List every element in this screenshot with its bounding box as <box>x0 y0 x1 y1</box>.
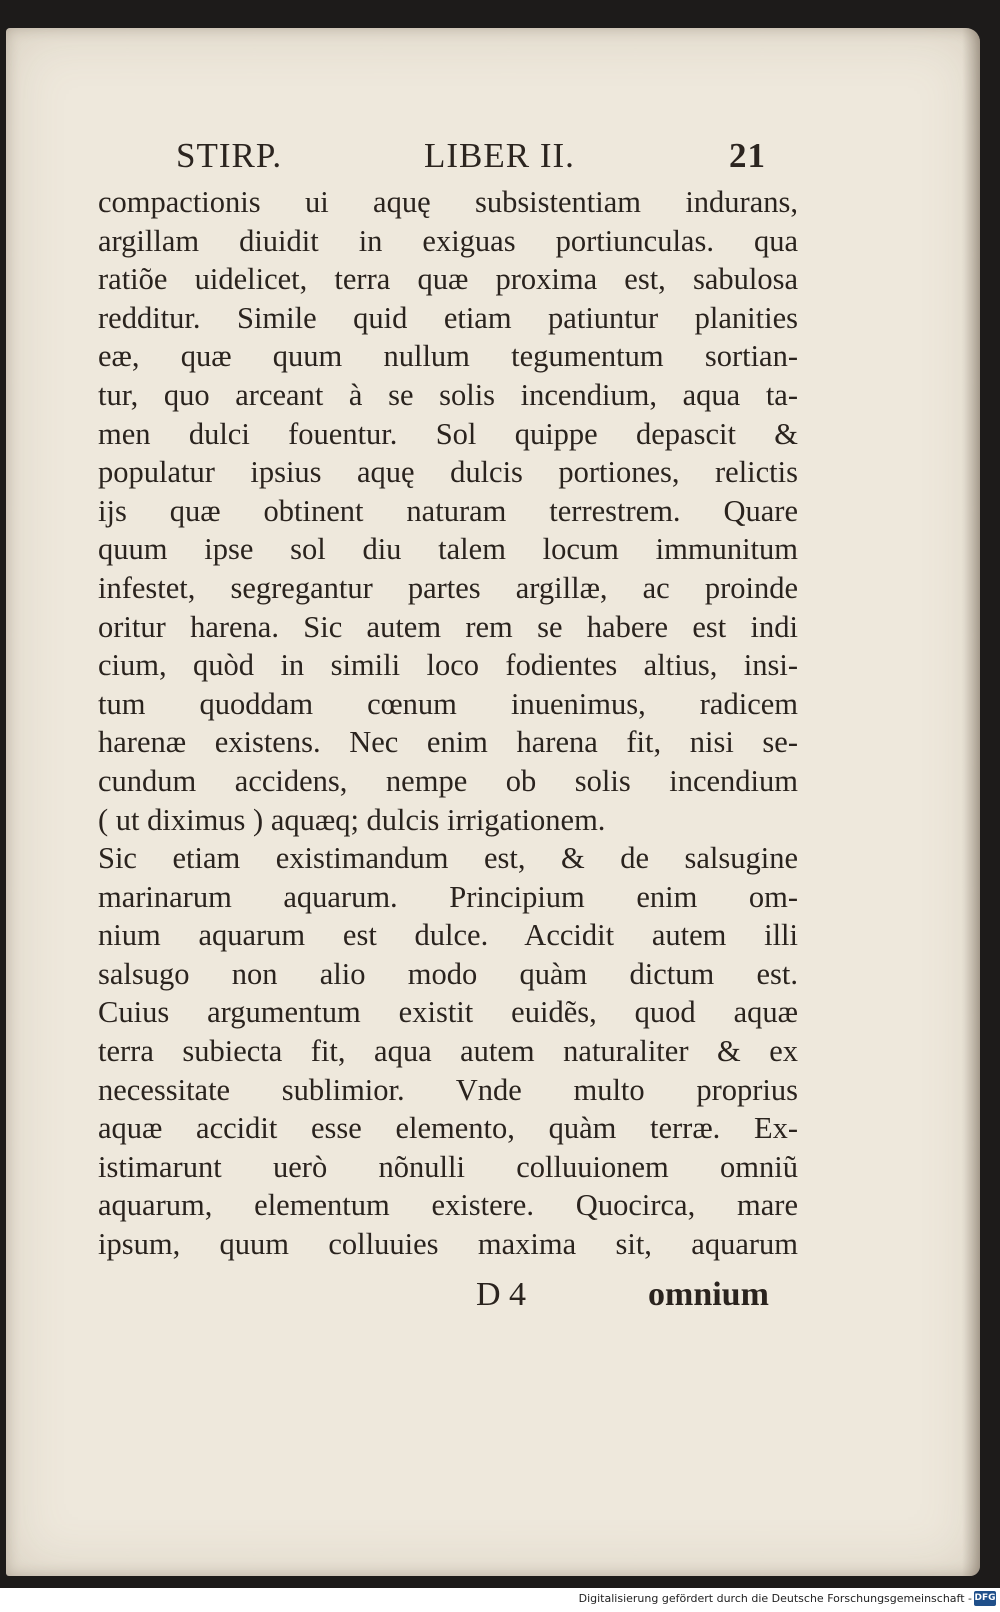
text-line: eæ, quæ quum nullum tegumentum sortian- <box>98 339 798 374</box>
text-line: ijs quæ obtinent naturam terrestrem. Quare <box>98 493 798 528</box>
text-line: cium, quòd in simili loco fodientes altius, insi- <box>98 648 798 683</box>
text-line: compactionis ui aquę subsistentiam indurans, <box>98 185 798 219</box>
credit-bar <box>0 1588 1000 1612</box>
text-line: ipsum, quum colluuies maxima sit, aquarum <box>98 1227 798 1262</box>
text-line: salsugo non alio modo quàm dictum est. <box>98 956 798 991</box>
text-line: harenæ existens. Nec enim harena fit, nisi se- <box>98 725 798 760</box>
text-line: istimarunt uerò nõnulli colluuionem omniũ <box>98 1149 798 1184</box>
text-line: oritur harena. Sic autem rem se habere est indi <box>98 609 798 644</box>
funding-credit: Digitalisierung gefördert durch die Deutsche Forschungsgemeinschaft - <box>578 1592 972 1605</box>
folio-number: 21 <box>729 136 766 175</box>
dfg-logo-icon: DFG <box>974 1591 996 1606</box>
running-header-center: LIBER II. <box>424 136 575 175</box>
page-footer <box>476 1276 806 1320</box>
text-line: aquarum, elementum existere. Quocirca, mare <box>98 1188 798 1223</box>
text-line: infestet, segregantur partes argillæ, ac proinde <box>98 570 798 605</box>
page-edge-shadow <box>962 28 980 1576</box>
text-line: terra subiecta fit, aqua autem naturaliter & ex <box>98 1034 798 1069</box>
text-line: tur, quo arceant à se solis incendium, aqua ta- <box>98 377 798 412</box>
book-page <box>6 28 980 1576</box>
text-line: ( ut diximus ) aquæq; dulcis irrigationem. <box>98 802 606 837</box>
text-line: Sic etiam existimandum est, & de salsugine <box>98 841 798 876</box>
text-line: aquæ accidit esse elemento, quàm terræ. Ex- <box>98 1111 798 1146</box>
text-line: populatur ipsius aquę dulcis portiones, relictis <box>98 455 798 490</box>
running-header-left: STIRP. <box>176 136 283 175</box>
text-line: necessitate sublimior. Vnde multo proprius <box>98 1072 798 1107</box>
text-line: redditur. Simile quid etiam patiuntur planities <box>98 300 798 335</box>
text-line: argillam diuidit in exiguas portiunculas. qua <box>98 223 798 258</box>
text-line: marinarum aquarum. Principium enim om- <box>98 879 798 914</box>
text-line: nium aquarum est dulce. Accidit autem illi <box>98 918 798 953</box>
text-line: men dulci fouentur. Sol quippe depascit & <box>98 416 798 451</box>
running-header <box>176 136 806 184</box>
text-line: quum ipse sol diu talem locum immunitum <box>98 532 798 567</box>
signature-mark: D 4 <box>476 1276 527 1313</box>
catchword: omnium <box>648 1276 769 1313</box>
text-line: ratiõe uidelicet, terra quæ proxima est, sabulosa <box>98 262 798 297</box>
text-line: cundum accidens, nempe ob solis incendium <box>98 763 798 798</box>
text-line: tum quoddam cœnum inuenimus, radicem <box>98 686 798 721</box>
body-text <box>98 183 798 1264</box>
text-line: Cuius argumentum existit euidẽs, quod aquæ <box>98 995 798 1030</box>
